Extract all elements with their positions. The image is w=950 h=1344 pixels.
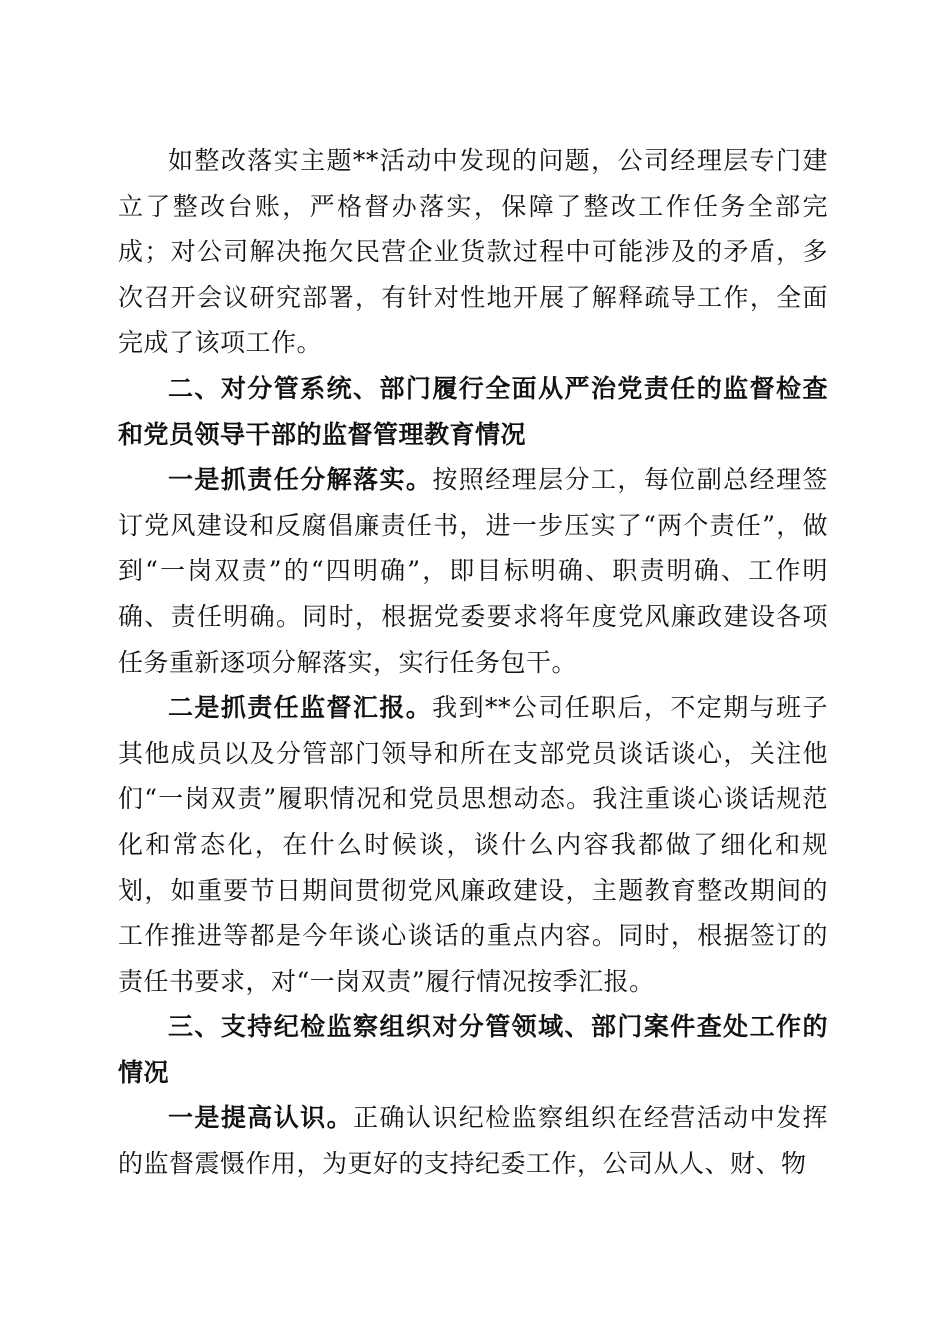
paragraph-raise-awareness [118, 1095, 828, 1186]
document-page [118, 138, 828, 1187]
paragraph-text: 按照经理层分工，每位副总经理签订党风建设和反腐倡廉责任书，进一步压实了“两个责任”，做到“一岗双责”的“四明确”，即目标明确、职责明确、工作明确、责任明确。同时，根据党委要求将年度党风廉政建设各项任务重新逐项分解落实，实行任务包干。 [118, 465, 828, 677]
paragraph-lead: 一是抓责任分解落实。 [168, 465, 433, 495]
paragraph-text: 我到**公司任职后，不定期与班子其他成员以及分管部门领导和所在支部党员谈话谈心，关注他们“一岗双责”履职情况和党员思想动态。我注重谈心谈话规范化和常态化，在什么时候谈，谈什么内容我都做了细化和规划，如重要节日期间贯彻党风廉政建设，主题教育整改期间的工作推进等都是今年谈心谈话的重点内容。同时，根据签订的责任书要求，对“一岗双责”履行情况按季汇报。 [118, 693, 828, 996]
paragraph-responsibility-supervision [118, 685, 828, 1004]
section-heading-two: 二、对分管系统、部门履行全面从严治党责任的监督检查和党员领导干部的监督管理教育情况 [118, 373, 828, 449]
paragraph-responsibility-breakdown [118, 457, 828, 685]
section-heading-three: 三、支持纪检监察组织对分管领域、部门案件查处工作的情况 [118, 1012, 828, 1087]
paragraph-text: 正确认识纪检监察组织在经营活动中发挥的监督震慑作用，为更好的支持纪委工作，公司从人、财、物 [118, 1103, 828, 1179]
paragraph-lead: 一是提高认识。 [168, 1103, 354, 1133]
paragraph-rectification [118, 138, 828, 366]
paragraph-text: 如整改落实主题**活动中发现的问题，公司经理层专门建立了整改台账，严格督办落实，保障了整改工作任务全部完成；对公司解决拖欠民营企业货款过程中可能涉及的矛盾，多次召开会议研究部署，有针对性地开展了解释疏导工作，全面完成了该项工作。 [118, 146, 828, 358]
paragraph-lead: 二是抓责任监督汇报。 [168, 693, 433, 723]
